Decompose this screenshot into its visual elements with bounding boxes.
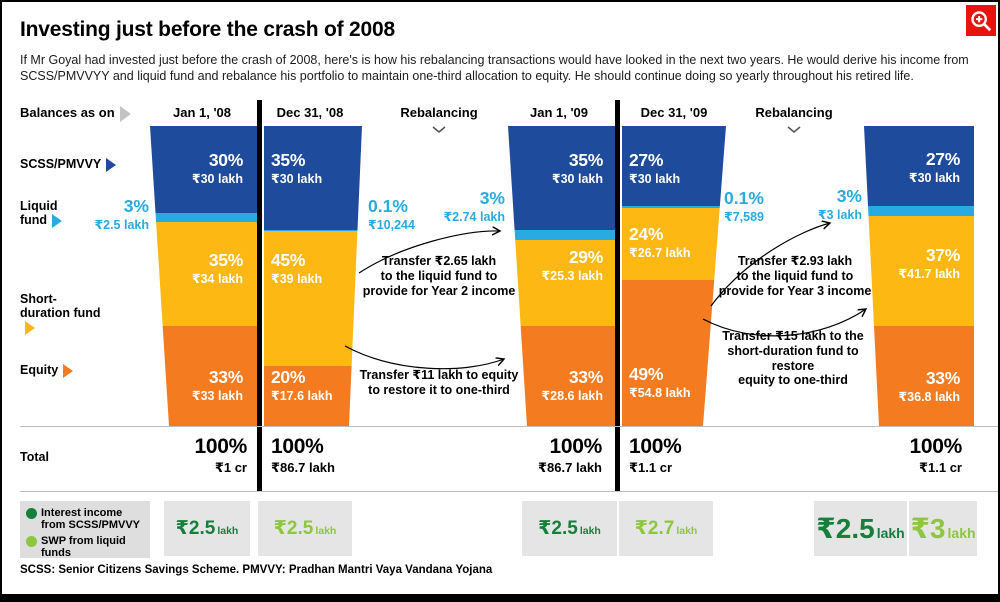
row-label-total: Total	[20, 450, 49, 464]
segment-label: 33% ₹33 lakh	[191, 367, 243, 403]
legend-item-interest: Interest income from SCSS/PMVVY	[26, 507, 146, 532]
balances-as-on-label: Balances as on	[20, 105, 131, 122]
date-header-dec-31-09: Dec 31, '09	[640, 105, 708, 120]
total-jan-1-08: 100% ₹1 cr	[194, 435, 247, 475]
year-divider	[257, 100, 262, 492]
income-box-year2-swp: ₹2.7 lakh	[619, 501, 713, 556]
total-jan-1-09: 100% ₹86.7 lakh	[538, 435, 602, 475]
segment-label: 35% ₹30 lakh	[551, 150, 603, 186]
legend-item-swp: SWP from liquid funds	[26, 535, 146, 560]
total-dec-31-08: 100% ₹86.7 lakh	[271, 435, 335, 475]
date-header-jan-1-08: Jan 1, '08	[172, 105, 232, 120]
bottom-border-bar	[2, 594, 998, 600]
swp-dot-icon	[26, 536, 37, 547]
segment-label: 37% ₹41.7 lakh	[898, 245, 960, 281]
total-jan-1-10: 100% ₹1.1 cr	[909, 435, 962, 475]
transfer-note-3: Transfer ₹2.93 lakh to the liquid fund to provide for Year 3 income	[718, 254, 872, 298]
segment-label: 24% ₹26.7 lakh	[629, 224, 691, 260]
income-box-year3-interest: ₹2.5 lakh	[814, 501, 907, 556]
segment-liquid	[864, 206, 974, 216]
liquid-label-col2: 0.1% ₹10,244	[368, 196, 415, 232]
segment-label: 27% ₹30 lakh	[629, 150, 681, 186]
rebalancing-header-1: Rebalancing	[400, 105, 478, 120]
totals-top-rule	[20, 426, 998, 427]
row-label-liquid-fund: Liquid fund	[20, 199, 66, 228]
date-header-jan-1-09: Jan 1, '09	[529, 105, 589, 120]
short-duration-arrow-icon	[25, 321, 35, 335]
totals-bottom-rule	[20, 491, 998, 492]
balances-arrow-icon	[120, 106, 131, 122]
footnote: SCSS: Senior Citizens Savings Scheme. PMVVY: Pradhan Mantri Vaya Vandana Yojana	[20, 564, 493, 576]
segment-label: 35% ₹34 lakh	[191, 250, 243, 286]
page-subtitle: If Mr Goyal had invested just before the crash of 2008, here's is how his rebalancing transactions would have looked in the next two years. He would derive his income from SCSS/PMVVYY and liquid fund and rebalance his portfolio to maintain one-third allocation to equity. He should continue doing so yearly throughout his retired life.	[20, 53, 969, 83]
segment-label: 30% ₹30 lakh	[191, 150, 243, 186]
segment-label: 35% ₹30 lakh	[271, 150, 323, 186]
transfer-note-1: Transfer ₹2.65 lakh to the liquid fund to provide for Year 2 income	[362, 254, 516, 298]
liquid-label-col1: 3% ₹2.5 lakh	[94, 196, 149, 232]
transfer-note-4: Transfer ₹15 lakh to the short-duration fund to restore equity to one-third	[722, 329, 864, 388]
segment-label: 33% ₹28.6 lakh	[541, 367, 603, 403]
liquid-label-col4: 0.1% ₹7,589	[724, 188, 764, 224]
segment-liquid	[508, 230, 615, 240]
year-divider	[615, 100, 620, 492]
income-legend	[20, 501, 150, 558]
liquid-label-col5: 3% ₹3 lakh	[817, 186, 862, 222]
magnifier-plus-icon	[969, 9, 993, 33]
chevron-down-icon	[787, 121, 801, 139]
page-title: Investing just before the crash of 2008	[20, 18, 395, 41]
interest-dot-icon	[26, 508, 37, 519]
row-label-short-duration: Short-duration fund	[20, 292, 106, 335]
segment-label: 29% ₹25.3 lakh	[541, 247, 603, 283]
date-header-dec-31-08: Dec 31, '08	[276, 105, 344, 120]
segment-liquid	[150, 213, 257, 222]
row-label-scss: SCSS/PMVVY	[20, 157, 116, 172]
rebalancing-header-2: Rebalancing	[755, 105, 833, 120]
transfer-note-2: Transfer ₹11 lakh to equity to restore it to one-third	[359, 368, 519, 397]
scss-arrow-icon	[106, 158, 116, 172]
liquid-label-col3: 3% ₹2.74 lakh	[443, 188, 505, 224]
equity-arrow-icon	[63, 364, 73, 378]
income-box-year3-swp: ₹3 lakh	[909, 501, 977, 556]
income-box-year1-swp: ₹2.5 lakh	[258, 501, 352, 556]
income-box-year1-interest: ₹2.5 lakh	[164, 501, 250, 556]
segment-label: 45% ₹39 lakh	[271, 250, 323, 286]
income-box-year2-interest: ₹2.5 lakh	[522, 501, 617, 556]
chevron-down-icon	[432, 121, 446, 139]
segment-label: 27% ₹30 lakh	[908, 149, 960, 185]
segment-label: 20% ₹17.6 lakh	[271, 367, 333, 403]
segment-label: 33% ₹36.8 lakh	[898, 368, 960, 404]
segment-label: 49% ₹54.8 lakh	[629, 364, 691, 400]
total-dec-31-09: 100% ₹1.1 cr	[629, 435, 682, 475]
row-label-equity: Equity	[20, 363, 73, 378]
zoom-in-button[interactable]	[966, 5, 996, 36]
